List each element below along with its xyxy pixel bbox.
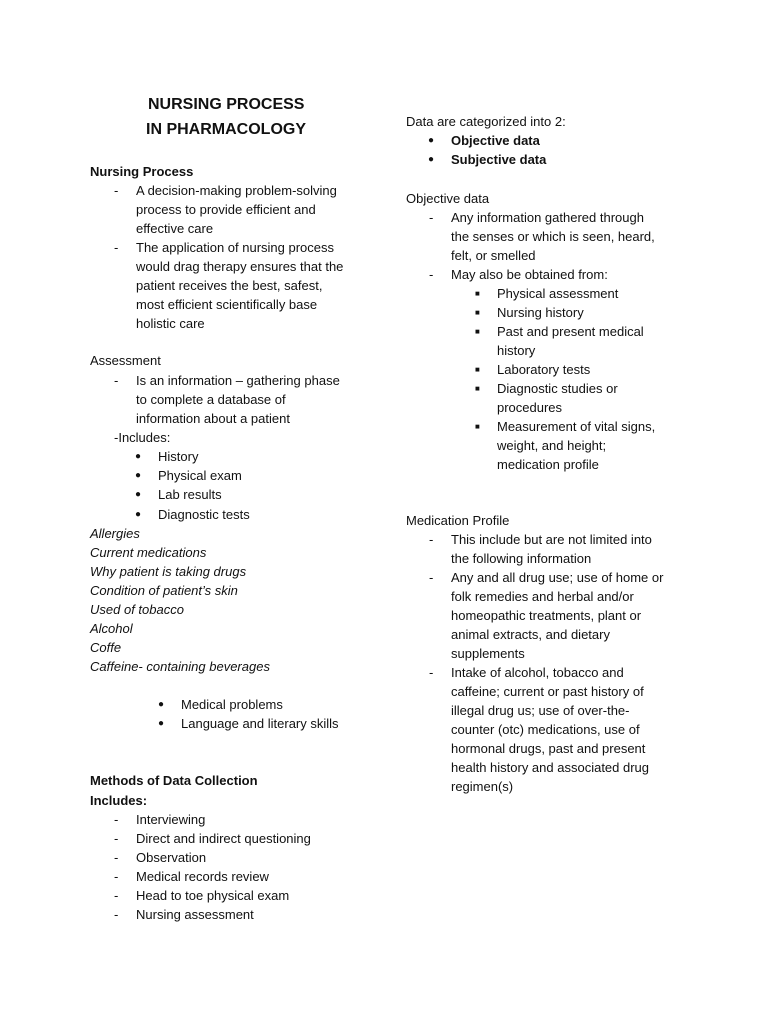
list-item-line: animal extracts, and dietary bbox=[451, 627, 610, 642]
list-item-line: May also be obtained from: bbox=[451, 267, 608, 282]
list-item-line: effective care bbox=[136, 221, 214, 236]
dash-marker bbox=[429, 265, 433, 284]
dash-marker bbox=[114, 886, 118, 905]
list-item-line: felt, or smelled bbox=[451, 248, 536, 263]
list-item-line: most efficient scientifically base bbox=[136, 297, 318, 312]
dash-marker bbox=[114, 181, 118, 200]
bullet-icon: ● bbox=[158, 699, 165, 710]
list-item-line: regimen(s) bbox=[451, 779, 514, 794]
italic-item: Allergies bbox=[90, 526, 140, 541]
list-item-line: illegal drug us; use of over-the- bbox=[451, 703, 630, 718]
list-item-line: Intake of alcohol, tobacco and bbox=[451, 665, 624, 680]
section-heading: Medication Profile bbox=[406, 513, 510, 528]
sub-item-line: Laboratory tests bbox=[497, 362, 591, 377]
bullet-item: Diagnostic tests bbox=[158, 507, 250, 522]
list-item-line: patient receives the best, safest, bbox=[136, 278, 323, 293]
bullet-item: Language and literary skills bbox=[181, 716, 339, 731]
bullet-item: Lab results bbox=[158, 487, 222, 502]
list-item-line: hormonal drugs, past and present bbox=[451, 741, 646, 756]
list-item: Nursing assessment bbox=[136, 907, 254, 922]
list-item-line: caffeine; current or past history of bbox=[451, 684, 644, 699]
sub-item-line: weight, and height; bbox=[497, 438, 607, 453]
list-item-line: Any information gathered through bbox=[451, 210, 644, 225]
list-item-line: folk remedies and herbal and/or bbox=[451, 589, 634, 604]
list-item-line: A decision-making problem-solving bbox=[136, 183, 337, 198]
square-bullet-icon: ■ bbox=[475, 308, 480, 317]
list-item-line: Is an information – gathering phase bbox=[136, 373, 340, 388]
bullet-icon: ● bbox=[428, 135, 435, 146]
section-heading: Nursing Process bbox=[90, 164, 194, 179]
bullet-icon: ● bbox=[135, 489, 142, 500]
dash-marker bbox=[114, 371, 118, 390]
list-item-line: would drag therapy ensures that the bbox=[136, 259, 344, 274]
list-item-line: process to provide efficient and bbox=[136, 202, 316, 217]
bullet-icon: ● bbox=[135, 509, 142, 520]
sub-item-line: history bbox=[497, 343, 536, 358]
dash-marker bbox=[114, 905, 118, 924]
square-bullet-icon: ■ bbox=[475, 365, 480, 374]
sub-item-line: Physical assessment bbox=[497, 286, 619, 301]
bullet-icon: ● bbox=[135, 470, 142, 481]
dash-marker bbox=[114, 238, 118, 257]
bullet-item: Subjective data bbox=[451, 152, 547, 167]
list-item-line: This include but are not limited into bbox=[451, 532, 652, 547]
list-item: Direct and indirect questioning bbox=[136, 831, 311, 846]
dash-marker bbox=[429, 208, 433, 227]
list-item-line: counter (otc) medications, use of bbox=[451, 722, 640, 737]
dash-marker bbox=[114, 829, 118, 848]
list-item-line: to complete a database of bbox=[136, 392, 286, 407]
italic-item: Alcohol bbox=[90, 621, 133, 636]
italic-item: Caffeine- containing beverages bbox=[90, 659, 270, 674]
italic-item: Condition of patient’s skin bbox=[90, 583, 238, 598]
sub-item-line: Past and present medical bbox=[497, 324, 644, 339]
bullet-icon: ● bbox=[135, 451, 142, 462]
includes-label: -Includes: bbox=[114, 430, 171, 445]
section-heading: Methods of Data Collection bbox=[90, 773, 258, 788]
list-item: Medical records review bbox=[136, 869, 269, 884]
list-item-line: the following information bbox=[451, 551, 592, 566]
sub-item-line: Diagnostic studies or bbox=[497, 381, 618, 396]
bullet-icon: ● bbox=[158, 718, 165, 729]
dash-marker bbox=[429, 568, 433, 587]
dash-marker bbox=[114, 848, 118, 867]
list-item-line: health history and associated drug bbox=[451, 760, 650, 775]
italic-item: Current medications bbox=[90, 545, 207, 560]
list-item: Observation bbox=[136, 850, 207, 865]
italic-item: Coffe bbox=[90, 640, 122, 655]
square-bullet-icon: ■ bbox=[475, 289, 480, 298]
square-bullet-icon: ■ bbox=[475, 384, 480, 393]
dash-marker bbox=[114, 867, 118, 886]
sub-item-line: Measurement of vital signs, bbox=[497, 419, 656, 434]
list-item-line: Any and all drug use; use of home or bbox=[451, 570, 664, 585]
title-line-2: IN PHARMACOLOGY bbox=[146, 121, 306, 138]
list-item-line: The application of nursing process bbox=[136, 240, 335, 255]
sub-item-line: procedures bbox=[497, 400, 563, 415]
italic-item: Used of tobacco bbox=[90, 602, 184, 617]
list-item: Interviewing bbox=[136, 812, 206, 827]
list-item-line: holistic care bbox=[136, 316, 205, 331]
dash-marker bbox=[114, 810, 118, 829]
bullet-item: History bbox=[158, 449, 199, 464]
bullet-item: Medical problems bbox=[181, 697, 283, 712]
bullet-item: Objective data bbox=[451, 133, 540, 148]
italic-item: Why patient is taking drugs bbox=[90, 564, 247, 579]
title-line-1: NURSING PROCESS bbox=[148, 96, 305, 113]
list-item: Head to toe physical exam bbox=[136, 888, 290, 903]
list-item-line: supplements bbox=[451, 646, 525, 661]
square-bullet-icon: ■ bbox=[475, 422, 480, 431]
categories-intro: Data are categorized into 2: bbox=[406, 114, 566, 129]
includes-label: Includes: bbox=[90, 793, 148, 808]
list-item-line: homeopathic treatments, plant or bbox=[451, 608, 642, 623]
list-item-line: the senses or which is seen, heard, bbox=[451, 229, 655, 244]
bullet-item: Physical exam bbox=[158, 468, 242, 483]
bullet-icon: ● bbox=[428, 154, 435, 165]
sub-item-line: medication profile bbox=[497, 457, 599, 472]
dash-marker bbox=[429, 663, 433, 682]
dash-marker bbox=[429, 530, 433, 549]
section-heading: Objective data bbox=[406, 191, 490, 206]
square-bullet-icon: ■ bbox=[475, 327, 480, 336]
list-item-line: information about a patient bbox=[136, 411, 290, 426]
sub-item-line: Nursing history bbox=[497, 305, 584, 320]
section-heading: Assessment bbox=[90, 353, 161, 368]
